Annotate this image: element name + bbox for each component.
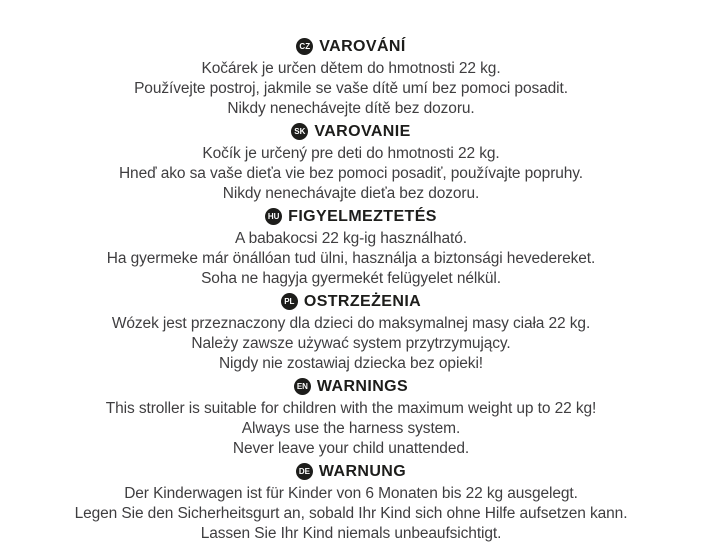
warning-line: Lassen Sie Ihr Kind niemals unbeaufsichtigt.: [200, 525, 502, 542]
warning-line: Always use the harness system.: [241, 420, 461, 437]
section-heading-pl: [0, 291, 702, 312]
section-title-en: WARNINGS: [316, 377, 409, 395]
warning-line: Ha gyermeke már önállóan tud ülni, használja a biztonsági hevedereket.: [106, 250, 596, 267]
hu-lang-badge-icon: HU: [265, 208, 282, 225]
section-heading-en: [0, 376, 702, 397]
section-title-sk: VAROVANIE: [314, 122, 411, 140]
warning-line: Nikdy nenechávajte dieťa bez dozoru.: [222, 185, 480, 202]
en-lang-badge-icon: EN: [294, 378, 311, 395]
warning-section-de: [0, 461, 702, 544]
warning-section-sk: [0, 121, 702, 204]
warning-line: Legen Sie den Sicherheitsgurt an, sobald Ihr Kind sich ohne Hilfe aufsetzen kann.: [74, 505, 628, 522]
sk-lang-badge-icon: SK: [291, 123, 308, 140]
section-title-cz: VAROVÁNÍ: [319, 37, 406, 55]
warning-line: Never leave your child unattended.: [232, 440, 470, 457]
section-heading-hu: [0, 206, 702, 227]
section-title-de: WARNUNG: [318, 462, 407, 480]
warning-line: Należy zawsze używać system przytrzymujący.: [191, 335, 511, 352]
warning-line: Kočárek je určen dětem do hmotnosti 22 kg.: [201, 60, 501, 77]
warning-line: Soha ne hagyja gyermekét felügyelet nélkül.: [201, 270, 501, 287]
de-lang-badge-icon: DE: [296, 463, 313, 480]
warning-section-cz: [0, 36, 702, 119]
pl-lang-badge-icon: PL: [281, 293, 298, 310]
warning-line: Nikdy nenechávejte dítě bez dozoru.: [227, 100, 475, 117]
warning-line: Hneď ako sa vaše dieťa vie bez pomoci posadiť, používajte popruhy.: [118, 165, 584, 182]
warning-line: This stroller is suitable for children with the maximum weight up to 22 kg!: [105, 400, 597, 417]
section-title-pl: OSTRZEŻENIA: [303, 292, 422, 310]
warning-section-hu: [0, 206, 702, 289]
warning-section-en: [0, 376, 702, 459]
warning-line: Der Kinderwagen ist für Kinder von 6 Monaten bis 22 kg ausgelegt.: [124, 485, 578, 502]
section-heading-de: [0, 461, 702, 482]
section-title-hu: FIGYELMEZTETÉS: [288, 207, 437, 225]
cz-lang-badge-icon: CZ: [296, 38, 313, 55]
warning-line: Wózek jest przeznaczony dla dzieci do maksymalnej masy ciała 22 kg.: [111, 315, 591, 332]
warning-section-pl: [0, 291, 702, 374]
warning-line: Používejte postroj, jakmile se vaše dítě umí bez pomoci posadit.: [134, 80, 568, 97]
section-heading-sk: [0, 121, 702, 142]
warning-line: Kočík je určený pre deti do hmotnosti 22 kg.: [202, 145, 500, 162]
warning-line: A babakocsi 22 kg-ig használható.: [235, 230, 467, 247]
section-heading-cz: [0, 36, 702, 57]
warning-line: Nigdy nie zostawiaj dziecka bez opieki!: [218, 355, 484, 372]
